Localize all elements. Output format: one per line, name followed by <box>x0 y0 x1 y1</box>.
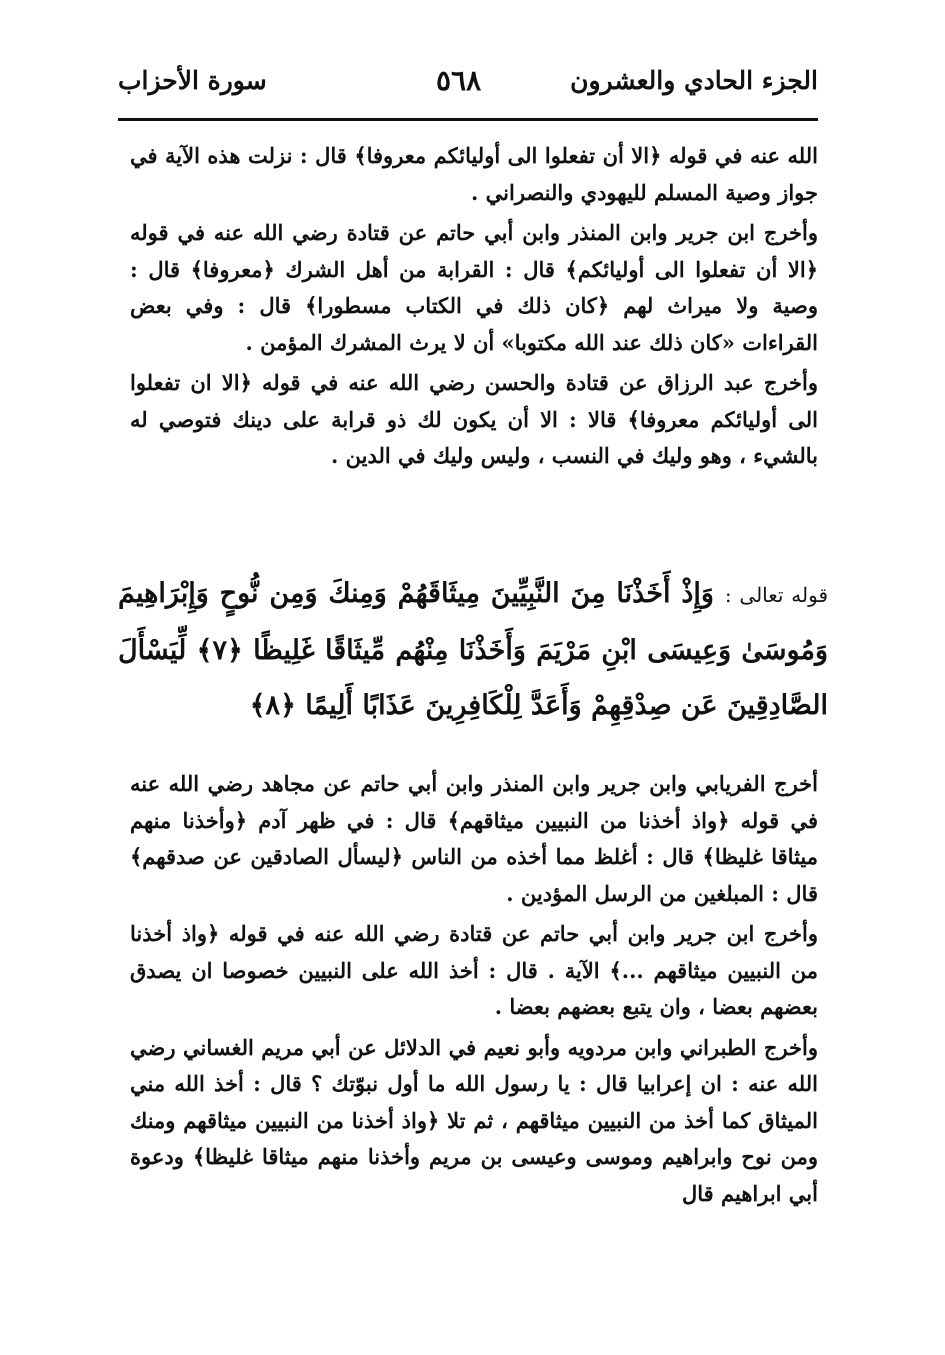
part-title: الجزء الحادي والعشرون <box>570 66 818 95</box>
page-header <box>118 62 818 106</box>
commentary-bottom <box>130 766 818 1212</box>
page-number: ٥٦٨ <box>436 64 482 97</box>
paragraph: الله عنه في قوله ﴿الا أن تفعلوا الى أوليائكم معروفا﴾ قال : نزلت هذه الآية في جواز وصية المسلم لليهودي والنصراني . <box>130 143 818 205</box>
quran-verse <box>118 566 828 733</box>
paragraph: أخرج الفريابي وابن جرير وابن المنذر وابن أبي حاتم عن مجاهد رضي الله عنه في قوله ﴿واذ أخذنا من النبيين ميثاقهم﴾ قال : في ظهر آدم ﴿وأخذنا منهم ميثاقا غليظا﴾ قال : أغلظ مما أخذه من الناس ﴿ليسأل الصادقين عن صدقهم﴾ قال : المبلغين من الرسل المؤدين . <box>130 771 818 906</box>
quran-verse-block <box>118 566 828 733</box>
header-divider <box>118 118 818 121</box>
verse-intro: قوله تعالى : <box>724 583 829 607</box>
surah-title: سورة الأحزاب <box>118 66 267 95</box>
paragraph: وأخرج ابن جرير وابن أبي حاتم عن قتادة رضي الله عنه في قوله ﴿واذ أخذنا من النبيين ميثاقهم ...﴾ الآية . قال : أخذ الله على النبيين خصوصا ان يصدق بعضهم بعضا ، وان يتبع بعضهم بعضا . <box>130 921 818 1019</box>
paragraph: وأخرج ابن جرير وابن المنذر وابن أبي حاتم عن قتادة رضي الله عنه في قوله ﴿الا أن تفعلوا الى أوليائكم﴾ قال : القرابة من أهل الشرك ﴿معروفا﴾ قال : وصية ولا ميراث لهم ﴿كان ذلك في الكتاب مسطورا﴾ قال : وفي بعض القراءات «كان ذلك عند الله مكتوبا» أن لا يرث المشرك المؤمن . <box>130 220 818 355</box>
paragraph: وأخرج الطبراني وابن مردويه وأبو نعيم في الدلائل عن أبي مريم الغساني رضي الله عنه : ان إعرابيا قال : يا رسول الله ما أول نبوّتك ؟ قال : أخذ الله مني الميثاق كما أخذ من النبيين ميثاقهم ، ثم تلا ﴿واذ أخذنا من النبيين ميثاقهم ومنك ومن نوح وابراهيم وموسى وعيسى بن مريم وأخذنا منهم ميثاقا غليظا﴾ ودعوة أبي ابراهيم قال <box>130 1034 818 1206</box>
commentary-top <box>130 138 818 475</box>
verse-text: وَإِذْ أَخَذْنَا مِنَ النَّبِيِّينَ مِيثَاقَهُمْ وَمِنكَ وَمِن نُّوحٍ وَإِبْرَاهِيمَ وَمُوسَىٰ وَعِيسَى ابْنِ مَرْيَمَ وَأَخَذْنَا مِنْهُم مِّيثَاقًا غَلِيظًا ﴿٧﴾ لِّيَسْأَلَ الصَّادِقِينَ عَن صِدْقِهِمْ وَأَعَدَّ لِلْكَافِرِينَ عَذَابًا أَلِيمًا ﴿٨﴾ <box>118 578 828 721</box>
paragraph: وأخرج عبد الرزاق عن قتادة والحسن رضي الله عنه في قوله ﴿الا ان تفعلوا الى أوليائكم معروفا﴾ قالا : الا أن يكون لك ذو قرابة على دينك فتوصي له بالشيء ، وهو وليك في النسب ، وليس وليك في الدين . <box>130 370 818 468</box>
